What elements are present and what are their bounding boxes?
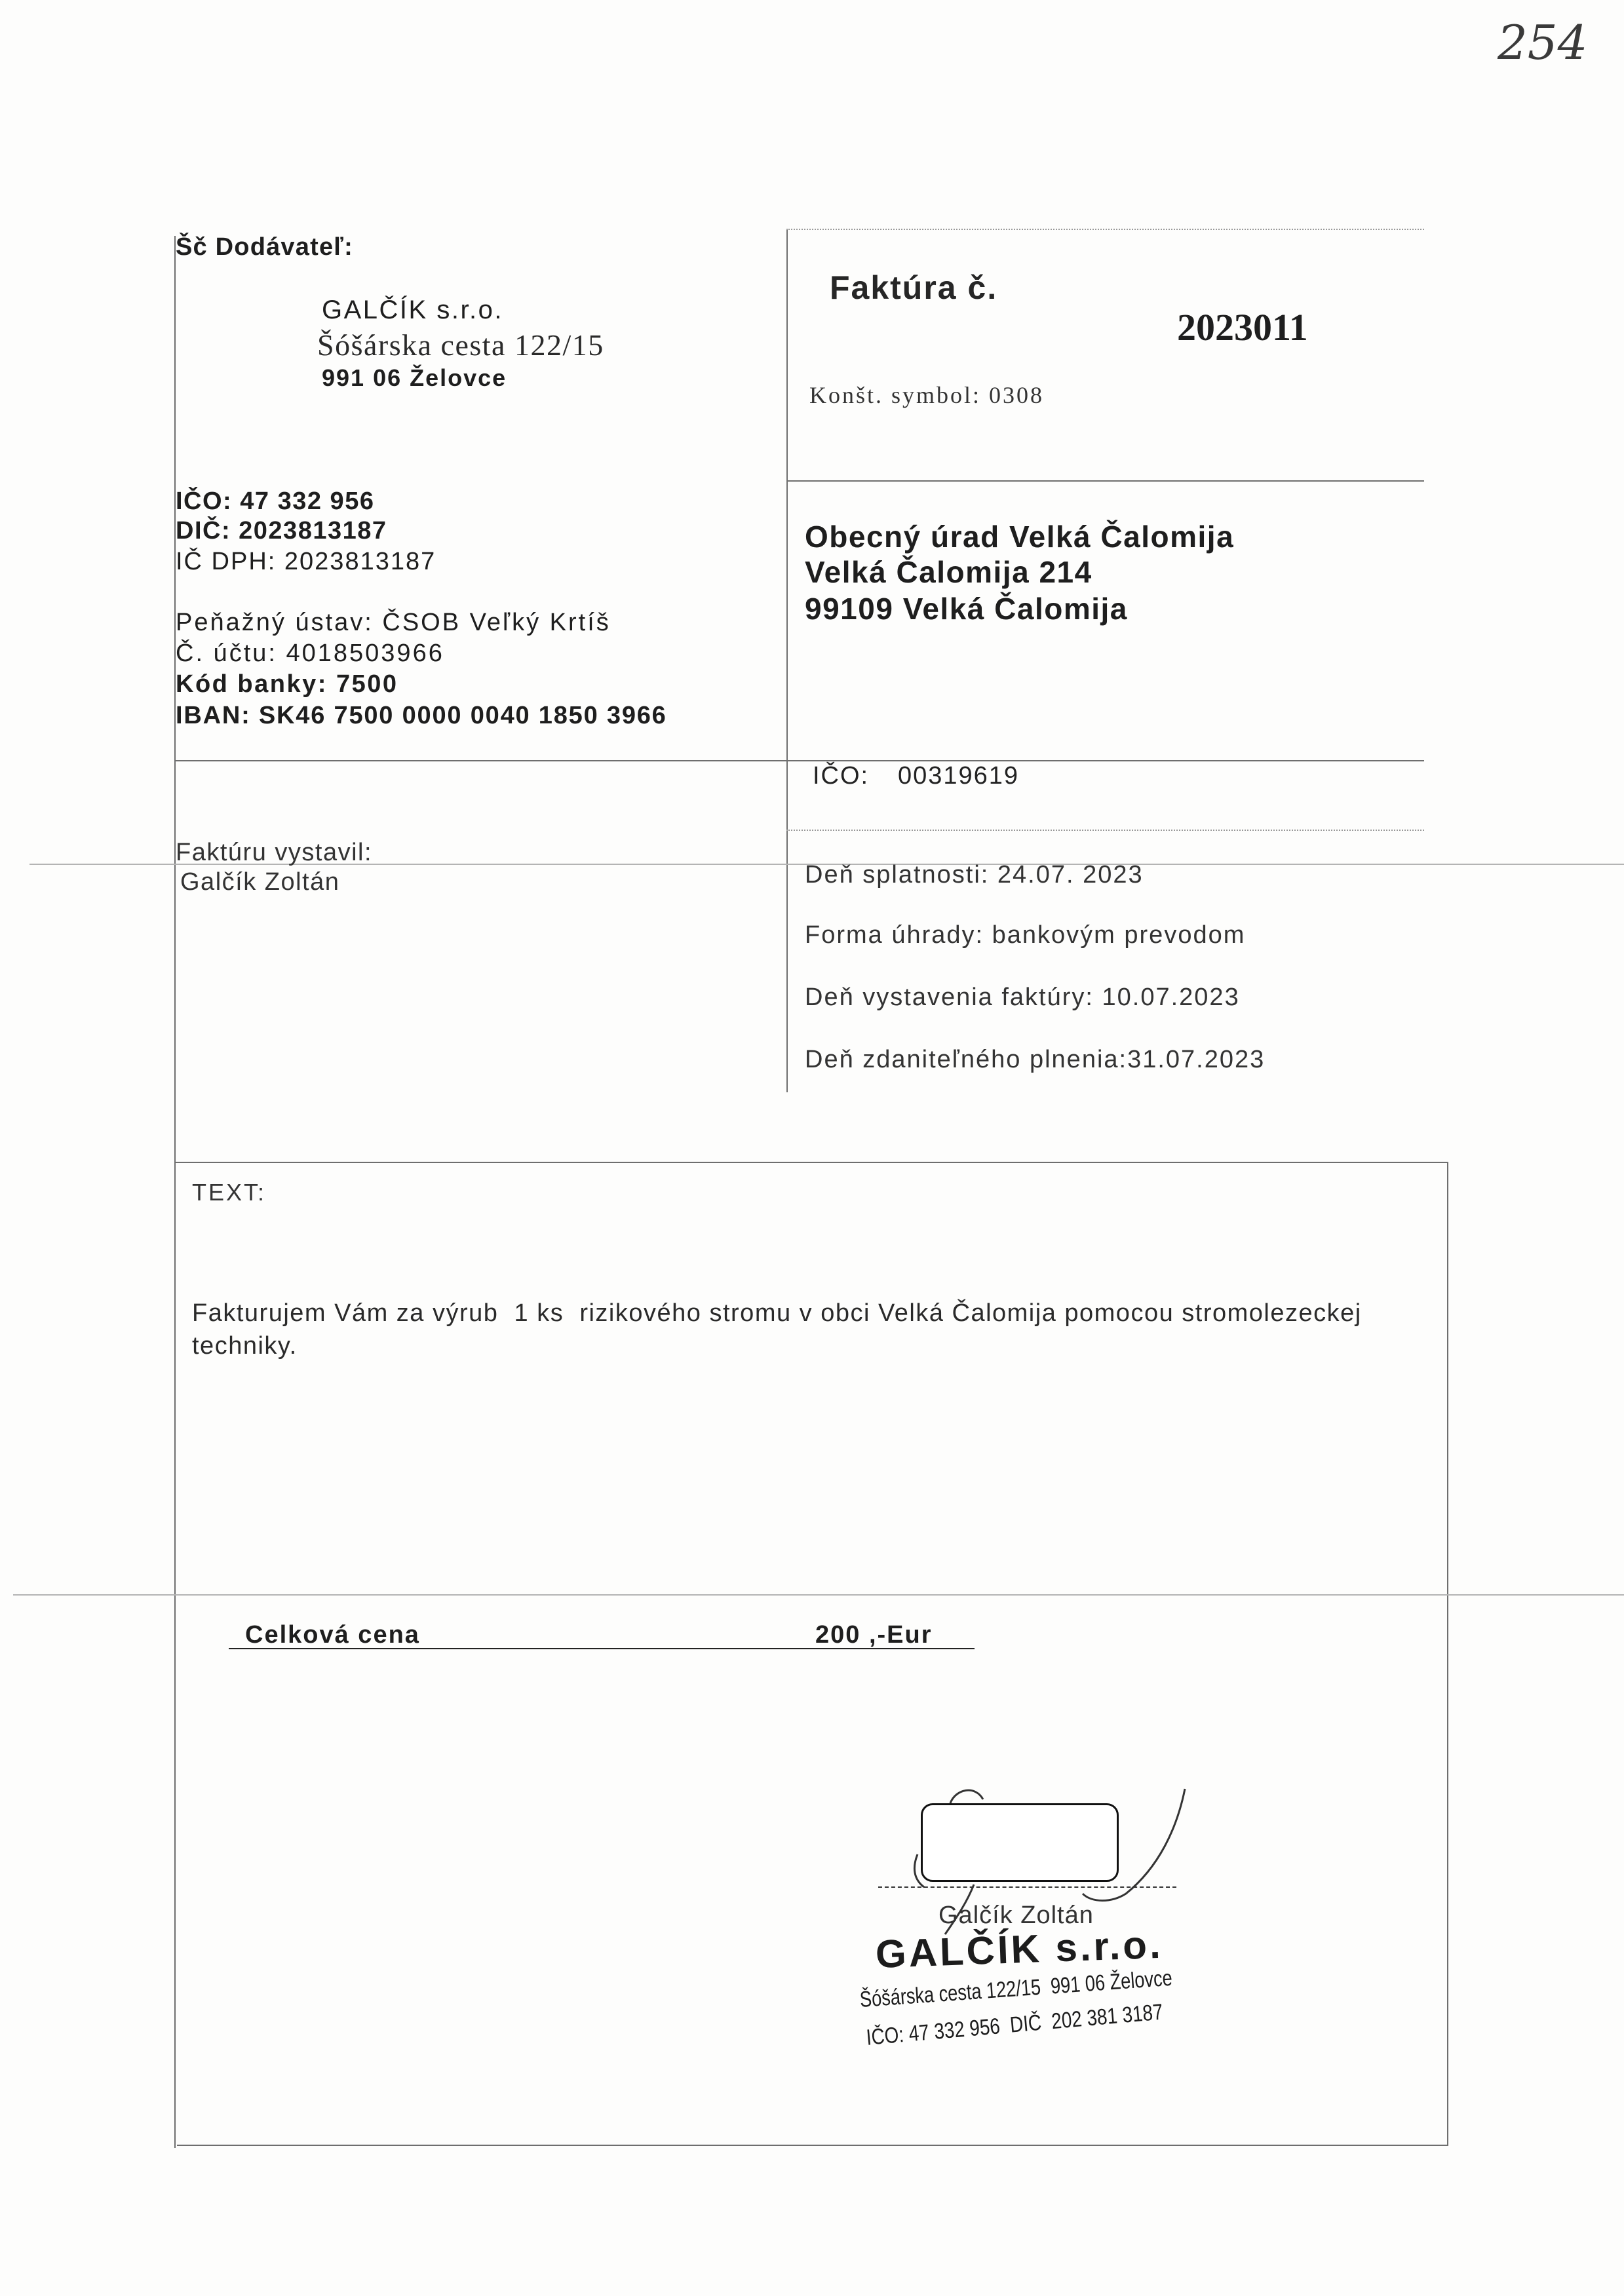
description-line: techniky. — [192, 1332, 298, 1360]
invoice-number-divider — [786, 480, 1424, 482]
supplier-section-divider — [174, 760, 1424, 761]
issuer-label: Faktúru vystavil: — [176, 839, 373, 866]
column-divider-line — [786, 229, 788, 1092]
total-value: 200 ,-Eur — [815, 1621, 933, 1649]
issuer-name: Galčík Zoltán — [180, 868, 340, 896]
stamp-company: GALČÍK s.r.o. — [874, 1922, 1164, 1976]
customer-ico-label: IČO: — [813, 762, 870, 790]
constant-symbol: Konšt. symbol: 0308 — [809, 382, 1045, 408]
supplier-iban: IBAN: SK46 7500 0000 0040 1850 3966 — [176, 702, 667, 729]
stamp-address: Šóšárska cesta 122/15 991 06 Želovce — [859, 1965, 1173, 2012]
description-line: Fakturujem Vám za výrub 1 ks rizikového stromu v obci Velká Čalomija pomocou stromolezeckej — [192, 1299, 1362, 1327]
due-date: Deň splatnosti: 24.07. 2023 — [805, 861, 1144, 889]
issue-date: Deň vystavenia faktúry: 10.07.2023 — [805, 984, 1240, 1011]
page-number: 254 — [1498, 15, 1588, 70]
customer-ico-divider — [786, 830, 1424, 831]
text-box-right-line — [1447, 1162, 1448, 2145]
supplier-account-number: Č. účtu: 4018503966 — [176, 640, 444, 667]
signature-name: Galčík Zoltán — [938, 1902, 1094, 1929]
total-label: Celková cena — [245, 1621, 420, 1649]
header-top-line — [786, 229, 1424, 230]
supplier-ic-dph: IČ DPH: 2023813187 — [176, 548, 436, 575]
text-section-label: TEXT: — [192, 1179, 267, 1206]
text-box-top-line — [174, 1162, 1447, 1163]
supplier-street: Šóšárska cesta 122/15 — [317, 328, 604, 362]
redacted-signature-box — [921, 1803, 1119, 1882]
payment-method: Forma úhrady: bankovým prevodom — [805, 921, 1246, 949]
total-underline — [229, 1648, 975, 1649]
customer-city: 99109 Velká Čalomija — [805, 592, 1128, 626]
stamp-ids: IČO: 47 332 956 DIČ 202 381 3187 — [865, 1999, 1165, 2050]
supplier-dic: DIČ: 2023813187 — [176, 517, 387, 545]
customer-name: Obecný úrad Velká Čalomija — [805, 520, 1235, 554]
supplier-city: 991 06 Želovce — [322, 364, 507, 391]
signature-line — [878, 1886, 1176, 1888]
text-box-bottom-line — [177, 2145, 1448, 2146]
paper-fold-line — [13, 1594, 1624, 1596]
customer-street: Velká Čalomija 214 — [805, 555, 1092, 589]
supplier-bank: Peňažný ústav: ČSOB Veľký Krtíš — [176, 609, 611, 636]
supplier-name: GALČÍK s.r.o. — [322, 296, 504, 324]
supplier-bank-code: Kód banky: 7500 — [176, 670, 398, 698]
taxable-supply-date: Deň zdaniteľného plnenia:31.07.2023 — [805, 1046, 1266, 1073]
invoice-title: Faktúra č. — [830, 269, 998, 306]
supplier-ico: IČO: 47 332 956 — [176, 488, 375, 515]
invoice-number: 2023011 — [1177, 306, 1308, 349]
customer-ico-value: 00319619 — [898, 762, 1020, 790]
supplier-heading: Šč Dodávateľ: — [176, 233, 353, 261]
